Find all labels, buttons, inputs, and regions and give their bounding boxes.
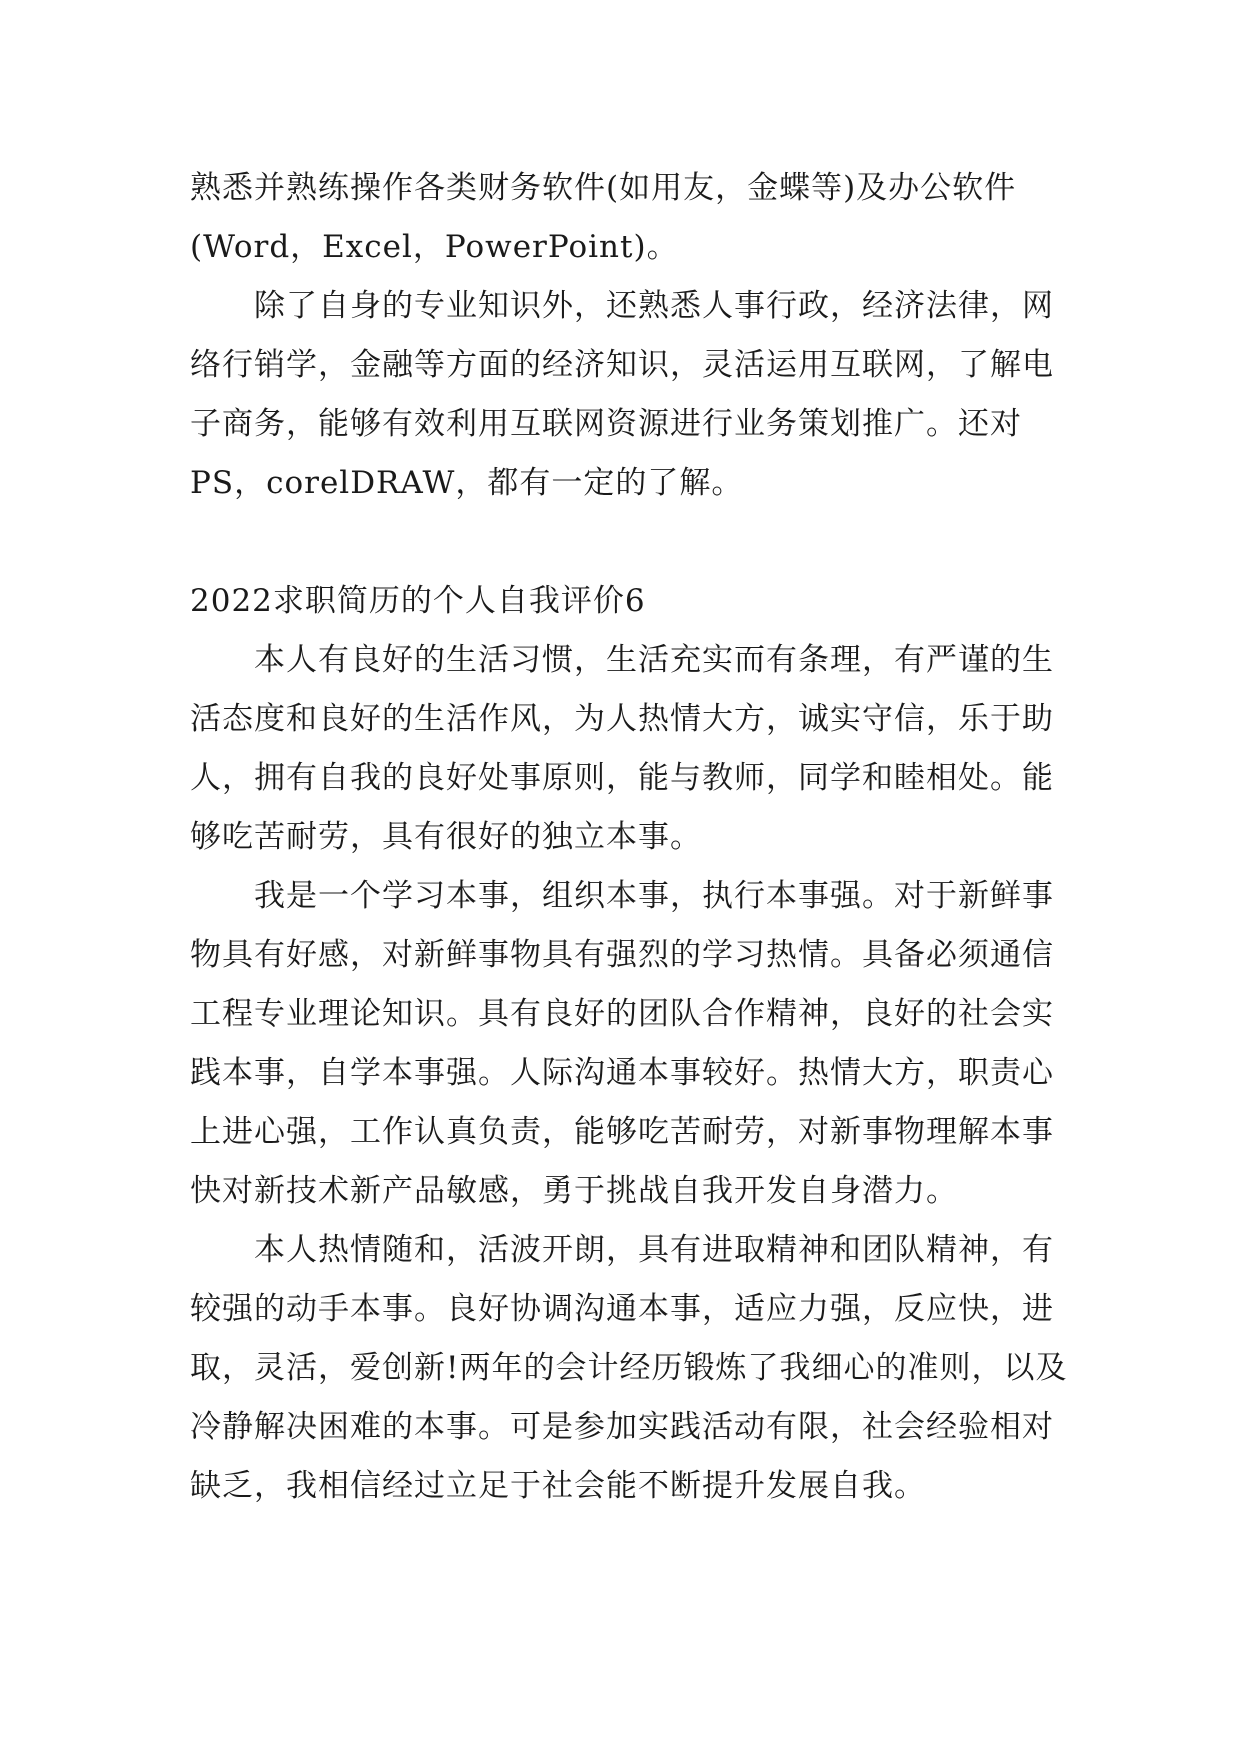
paragraph-software-skills: 熟悉并熟练操作各类财务软件(如用友，金蝶等)及办公软件(Word，Excel，PowerPoint)。 xyxy=(190,170,1017,265)
paragraph-self-evaluation-3: 本人热情随和，活波开朗，具有进取精神和团队精神，有较强的动手本事。良好协调沟通本事，适应力强，反应快，进取，灵活，爱创新!两年的会计经历锻炼了我细心的准则，以及冷静解决困难的本事。可是参加实践活动有限，社会经验相对缺乏，我相信经过立足于社会能不断提升发展自我。 xyxy=(190,1232,1068,1504)
paragraph-self-evaluation-2: 我是一个学习本事，组织本事，执行本事强。对于新鲜事物具有好感，对新鲜事物具有强烈的学习热情。具备必须通信工程专业理论知识。具有良好的团队合作精神，良好的社会实践本事，自学本事强。人际沟通本事较好。热情大方，职责心上进心强，工作认真负责，能够吃苦耐劳，对新事物理解本事快对新技术新产品敏感，勇于挑战自我开发自身潜力。 xyxy=(190,878,1054,1209)
paragraph-other-knowledge: 除了自身的专业知识外，还熟悉人事行政，经济法律，网络行销学，金融等方面的经济知识，灵活运用互联网，了解电子商务，能够有效利用互联网资源进行业务策划推广。还对PS，corelDRAW，都有一定的了解。 xyxy=(190,288,1054,501)
document-body xyxy=(190,159,1070,1516)
paragraph-self-evaluation-1: 本人有良好的生活习惯，生活充实而有条理，有严谨的生活态度和良好的生活作风，为人热情大方，诚实守信，乐于助人，拥有自我的良好处事原则，能与教师，同学和睦相处。能够吃苦耐劳，具有很好的独立本事。 xyxy=(190,642,1054,855)
section-heading: 2022求职简历的个人自我评价6 xyxy=(190,583,646,619)
